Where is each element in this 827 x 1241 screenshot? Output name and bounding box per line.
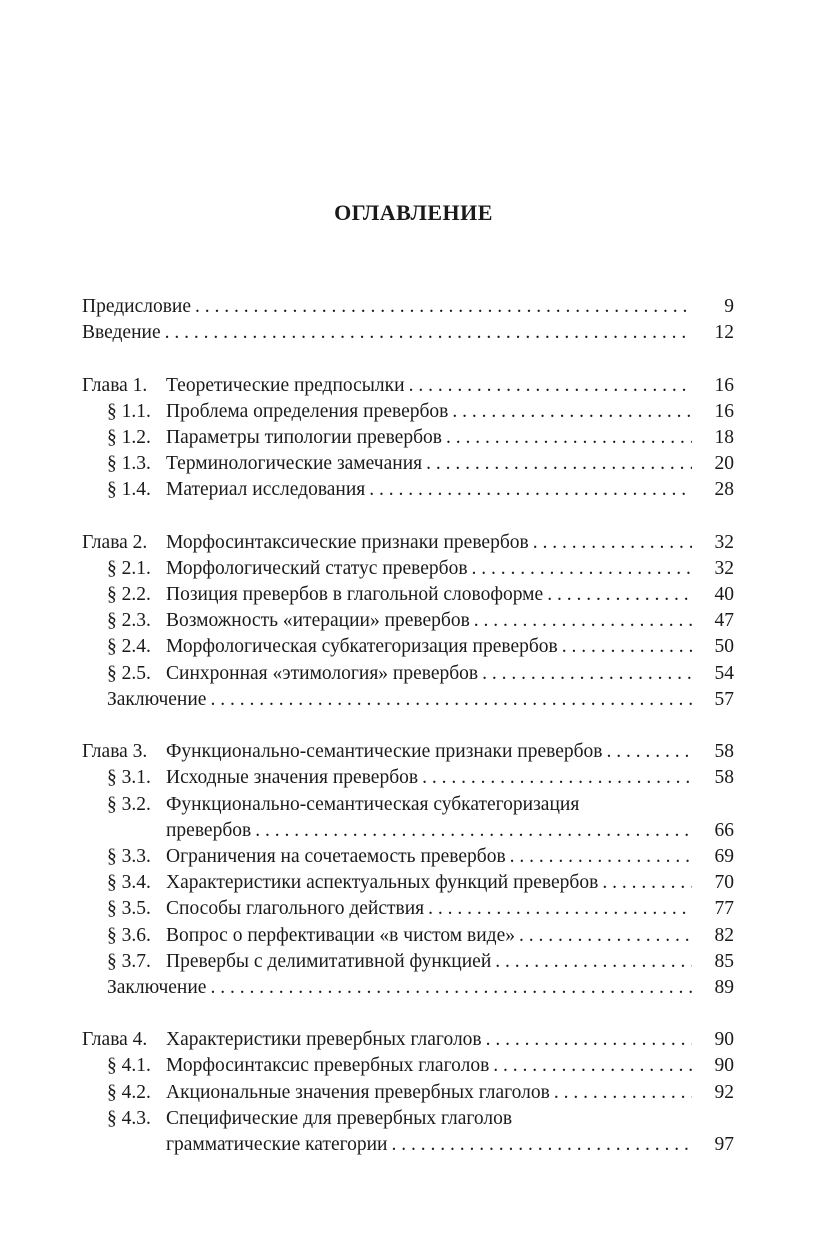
toc-section-1-3[interactable] bbox=[82, 451, 734, 477]
dot-leader bbox=[251, 818, 692, 844]
entry-title: Заключение bbox=[107, 976, 207, 998]
entry-title: Функционально-семантические признаки превербов bbox=[166, 741, 603, 763]
page-number: 70 bbox=[714, 872, 734, 894]
toc-chapter-4[interactable] bbox=[82, 1027, 734, 1053]
dot-leader bbox=[422, 451, 692, 477]
toc-section-4-1[interactable] bbox=[82, 1053, 734, 1079]
dot-leader bbox=[506, 844, 692, 870]
page-number: 40 bbox=[714, 584, 734, 606]
page-number: 20 bbox=[714, 453, 734, 475]
dot-leader bbox=[491, 949, 692, 975]
toc-chapter-2[interactable] bbox=[82, 530, 734, 556]
toc-section-3-7[interactable] bbox=[82, 949, 734, 975]
page-number: 16 bbox=[714, 374, 734, 396]
entry-title: Ограничения на сочетаемость превербов bbox=[166, 845, 506, 867]
section-number: § 2.5. bbox=[107, 662, 151, 684]
toc-section-3-6[interactable] bbox=[82, 923, 734, 949]
page-number: 85 bbox=[714, 950, 734, 972]
entry-title-continued: превербов bbox=[166, 819, 252, 841]
dot-leader bbox=[478, 661, 692, 687]
chapter-number: Глава 1. bbox=[82, 374, 148, 396]
page-number: 92 bbox=[714, 1081, 734, 1103]
entry-title: Акциональные значения превербных глаголов bbox=[166, 1081, 550, 1103]
section-number: § 4.2. bbox=[107, 1081, 151, 1103]
dot-leader bbox=[598, 870, 692, 896]
entry-title: Характеристики превербных глаголов bbox=[166, 1029, 482, 1051]
toc-section-2-1[interactable] bbox=[82, 556, 734, 582]
dot-leader bbox=[388, 1132, 693, 1158]
page-number: 18 bbox=[714, 426, 734, 448]
toc-section-3-2[interactable] bbox=[82, 792, 734, 818]
entry-title: Морфологический статус превербов bbox=[166, 557, 468, 579]
dot-leader bbox=[206, 687, 692, 713]
entry-title: Теоретические предпосылки bbox=[166, 374, 405, 396]
entry-title: Возможность «итерации» превербов bbox=[166, 610, 470, 632]
toc-section-4-3[interactable] bbox=[82, 1106, 734, 1132]
toc-chapter-1[interactable] bbox=[82, 373, 734, 399]
dot-leader bbox=[442, 425, 692, 451]
section-number: § 1.4. bbox=[107, 479, 151, 501]
section-number: § 4.1. bbox=[107, 1055, 151, 1077]
spacer bbox=[82, 346, 734, 372]
dot-leader bbox=[470, 608, 692, 634]
dot-leader bbox=[448, 399, 692, 425]
entry-title: Морфосинтаксис превербных глаголов bbox=[166, 1055, 490, 1077]
section-number: § 1.3. bbox=[107, 453, 151, 475]
dot-leader bbox=[468, 556, 692, 582]
toc-conclusion-2[interactable] bbox=[82, 687, 734, 713]
entry-title: Терминологические замечания bbox=[166, 453, 423, 475]
section-number: § 1.2. bbox=[107, 426, 151, 448]
entry-title: Проблема определения превербов bbox=[166, 400, 449, 422]
dot-leader bbox=[603, 739, 692, 765]
dot-leader bbox=[489, 1053, 692, 1079]
entry-title: Заключение bbox=[107, 688, 207, 710]
chapter-number: Глава 4. bbox=[82, 1029, 148, 1051]
entry-title: Предисловие bbox=[82, 296, 192, 317]
page-number: 90 bbox=[714, 1055, 734, 1077]
entry-title: Характеристики аспектуальных функций превербов bbox=[166, 872, 599, 894]
page-number: 90 bbox=[714, 1029, 734, 1051]
page-number: 66 bbox=[714, 819, 734, 841]
entry-title: Позиция превербов в глагольной словоформе bbox=[166, 584, 544, 606]
chapter-number: Глава 3. bbox=[82, 741, 148, 763]
page-number: 28 bbox=[714, 479, 734, 501]
section-number: § 2.2. bbox=[107, 584, 151, 606]
page-number: 58 bbox=[714, 767, 734, 789]
toc-section-3-2-continued[interactable] bbox=[82, 818, 734, 844]
dot-leader bbox=[206, 975, 692, 1001]
entry-title: Функционально-семантическая субкатегоризация bbox=[166, 793, 580, 815]
section-number: § 3.3. bbox=[107, 845, 151, 867]
toc-section-2-4[interactable] bbox=[82, 634, 734, 660]
dot-leader bbox=[529, 530, 692, 556]
dot-leader bbox=[418, 765, 692, 791]
section-number: § 3.1. bbox=[107, 767, 151, 789]
dot-leader bbox=[550, 1080, 692, 1106]
entry-title-continued: грамматические категории bbox=[166, 1134, 388, 1155]
page-number: 57 bbox=[714, 688, 734, 710]
section-number: § 4.3. bbox=[107, 1107, 151, 1129]
dot-leader bbox=[558, 634, 692, 660]
entry-title: Способы глагольного действия bbox=[166, 898, 425, 920]
dot-leader bbox=[515, 923, 692, 949]
toc-section-2-3[interactable] bbox=[82, 608, 734, 634]
page-number: 47 bbox=[714, 610, 734, 632]
toc-section-4-2[interactable] bbox=[82, 1080, 734, 1106]
page-number: 9 bbox=[724, 296, 734, 317]
dot-leader bbox=[543, 582, 692, 608]
section-number: § 2.1. bbox=[107, 557, 151, 579]
toc-entry-introduction[interactable] bbox=[82, 320, 734, 346]
toc-section-2-2[interactable] bbox=[82, 582, 734, 608]
section-number: § 3.7. bbox=[107, 950, 151, 972]
dot-leader bbox=[482, 1027, 692, 1053]
page-number: 69 bbox=[714, 845, 734, 867]
spacer bbox=[82, 713, 734, 739]
chapter-number: Глава 2. bbox=[82, 531, 148, 553]
page-number: 50 bbox=[714, 636, 734, 658]
entry-title: Вопрос о перфективации «в чистом виде» bbox=[166, 924, 515, 946]
dot-leader bbox=[424, 896, 692, 922]
spacer bbox=[82, 1001, 734, 1027]
page-number: 97 bbox=[714, 1134, 734, 1155]
entry-title: Исходные значения превербов bbox=[166, 767, 419, 789]
entry-title: Материал исследования bbox=[166, 479, 366, 501]
section-number: § 3.4. bbox=[107, 872, 151, 894]
toc-section-2-5[interactable] bbox=[82, 661, 734, 687]
page-number: 58 bbox=[714, 741, 734, 763]
toc-section-1-2[interactable] bbox=[82, 425, 734, 451]
section-number: § 1.1. bbox=[107, 400, 151, 422]
entry-title: Специфические для превербных глаголов bbox=[166, 1107, 513, 1129]
page-number: 32 bbox=[714, 557, 734, 579]
entry-title: Синхронная «этимология» превербов bbox=[166, 662, 479, 684]
section-number: § 3.6. bbox=[107, 924, 151, 946]
toc-entry-preface[interactable] bbox=[82, 294, 734, 320]
entry-title: Морфологическая субкатегоризация превербов bbox=[166, 636, 558, 658]
toc-section-1-4[interactable] bbox=[82, 477, 734, 503]
page-number: 12 bbox=[714, 322, 734, 344]
entry-title: Введение bbox=[82, 322, 161, 344]
entry-title: Превербы с делимитативной функцией bbox=[166, 950, 492, 972]
spacer bbox=[82, 504, 734, 530]
page-title: ОГЛАВЛЕНИЕ bbox=[334, 200, 493, 225]
page-number: 77 bbox=[714, 898, 734, 920]
page-number: 32 bbox=[714, 531, 734, 553]
page-number: 89 bbox=[714, 976, 734, 998]
dot-leader bbox=[191, 294, 692, 320]
dot-leader bbox=[161, 320, 692, 346]
section-number: § 3.2. bbox=[107, 793, 151, 815]
table-of-contents bbox=[82, 294, 734, 1158]
toc-section-3-3[interactable] bbox=[82, 844, 734, 870]
toc-chapter-3[interactable] bbox=[82, 739, 734, 765]
page-number: 82 bbox=[714, 924, 734, 946]
toc-conclusion-3[interactable] bbox=[82, 975, 734, 1001]
toc-section-3-4[interactable] bbox=[82, 870, 734, 896]
entry-title: Морфосинтаксические признаки превербов bbox=[166, 531, 529, 553]
section-number: § 3.5. bbox=[107, 898, 151, 920]
section-number: § 2.3. bbox=[107, 610, 151, 632]
toc-section-3-5[interactable] bbox=[82, 896, 734, 922]
page-number: 54 bbox=[714, 662, 734, 684]
entry-title: Параметры типологии превербов bbox=[166, 426, 442, 448]
dot-leader bbox=[365, 477, 692, 503]
dot-leader bbox=[405, 373, 692, 399]
page-number: 16 bbox=[714, 400, 734, 422]
toc-section-3-1[interactable] bbox=[82, 765, 734, 791]
toc-section-4-3-continued[interactable] bbox=[82, 1132, 734, 1158]
section-number: § 2.4. bbox=[107, 636, 151, 658]
toc-section-1-1[interactable] bbox=[82, 399, 734, 425]
